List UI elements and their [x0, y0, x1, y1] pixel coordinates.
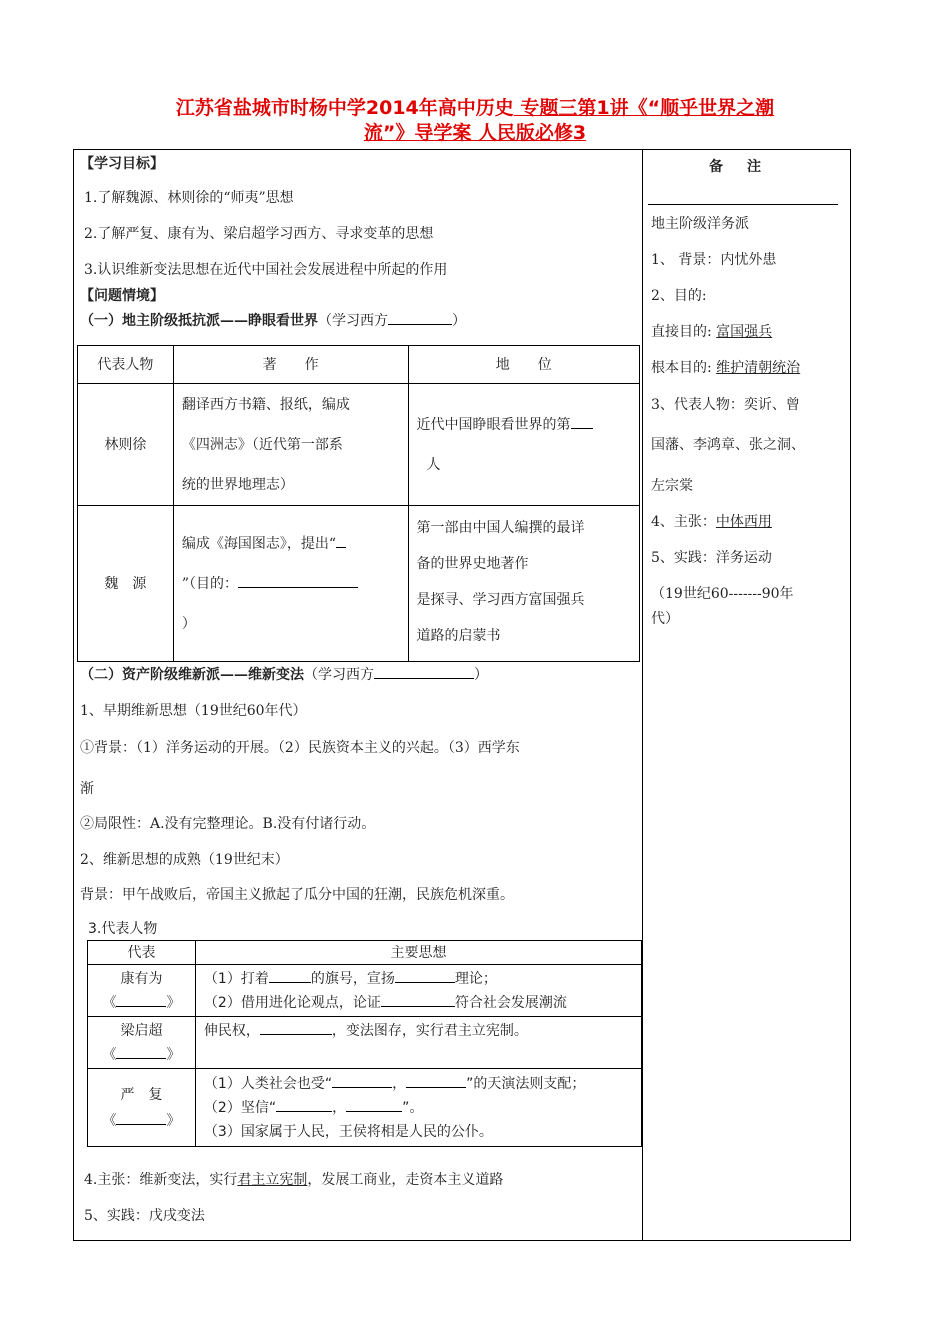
book-close: 》: [166, 994, 181, 1011]
part2-title-text: （二）资产阶级维新派——维新变法: [80, 667, 304, 683]
remarks-heading: 备注: [709, 159, 785, 175]
work-line: 编成《海国图志》，提出“: [181, 535, 336, 552]
table-cell-status: [408, 506, 639, 662]
blank: [336, 547, 346, 548]
book-close: 》: [166, 1046, 181, 1063]
early-background-cont: 渐: [80, 781, 94, 797]
table-cell-work: [173, 506, 408, 662]
reformer-cell: [88, 1069, 196, 1147]
part1-title: [80, 312, 466, 330]
representatives-heading: 3.代表人物: [88, 921, 158, 937]
remark-pre: 根本目的:: [651, 360, 717, 376]
blank: [332, 1087, 392, 1088]
work-line: 翻译西方书籍、报纸，编成: [181, 396, 350, 413]
remark-item: 地主阶级洋务派: [651, 216, 749, 232]
remark-underlined: 维护清朝统治: [716, 360, 801, 376]
reformer-name: 康有为: [120, 970, 163, 987]
title-line1-underlined: 专题三第1讲《“顺乎世界之潮: [513, 97, 775, 119]
remark-pre: 直接目的:: [651, 324, 717, 340]
remark-item: （19世纪60-------90年: [651, 586, 794, 602]
remark-item: 2、目的:: [651, 288, 707, 304]
column-divider: [642, 149, 643, 1241]
idea-text: ，: [332, 1099, 347, 1116]
table-cell-status: [408, 384, 639, 506]
blank: [406, 1087, 466, 1088]
document-title: [90, 96, 860, 146]
reformer-name: 梁启超: [120, 1022, 163, 1039]
table-cell-work: [173, 384, 408, 506]
table-header: 地 位: [408, 346, 639, 384]
remarks-divider: [648, 204, 838, 205]
status-line: 第一部由中国人编撰的最详: [416, 520, 585, 536]
status-line: 备的世界史地著作: [416, 556, 529, 572]
goal-item: 1.了解魏源、林则徐的“师夷”思想: [84, 190, 294, 206]
title-line2: 流”》导学案 人民版必修3: [363, 122, 587, 144]
remark-item: [651, 513, 772, 531]
blank: [238, 587, 358, 588]
blank: [388, 324, 452, 325]
remark-item: 左宗棠: [651, 478, 693, 494]
claim-underlined: 君主立宪制: [237, 1172, 308, 1188]
blank: [374, 678, 474, 679]
early-background: ①背景：（1）洋务运动的开展。（2）民族资本主义的兴起。（3）西学东: [80, 740, 520, 756]
idea-text: （1）人类社会也受“: [203, 1075, 333, 1092]
work-line: 《四洲志》（近代第一部系: [181, 436, 343, 453]
idea-text: ”的天演法则支配；: [466, 1075, 586, 1092]
blank: [260, 1034, 332, 1035]
remark-item: 1、 背景：内忧外患: [651, 252, 777, 268]
table-reformers: [87, 940, 642, 1147]
remark-item: 3、代表人物：奕䜣、曾: [651, 397, 800, 413]
table-header: 著 作: [173, 346, 408, 384]
table-header: 代表: [88, 941, 196, 965]
book-open: 《: [102, 1046, 117, 1063]
table-resistance-school: [77, 345, 640, 662]
early-reform-heading: 1、早期维新思想（19世纪60年代）: [80, 703, 307, 719]
part2-tail-post: ）: [474, 667, 488, 683]
table-header: 主要思想: [195, 941, 641, 965]
reformer-cell: [88, 1017, 196, 1069]
reform-practice: 5、实践：戊戌变法: [84, 1208, 205, 1224]
book-close: 》: [166, 1112, 181, 1129]
remark-item: 国藩、李鸿章、张之洞、: [651, 437, 805, 453]
status-line: 是探寻、学习西方富国强兵: [416, 592, 585, 608]
goal-item: 2.了解严复、康有为、梁启超学习西方、寻求变革的思想: [84, 226, 434, 242]
status-line: 近代中国睁眼看世界的第: [416, 416, 571, 433]
work-line: ”（目的：: [181, 575, 238, 592]
idea-text: ”。: [402, 1099, 424, 1116]
idea-text: （1）打着: [203, 970, 269, 987]
blank: [571, 428, 593, 429]
remark-item: 5、实践：洋务运动: [651, 550, 772, 566]
part2-tail-pre: （学习西方: [304, 667, 374, 683]
remark-item: [651, 323, 772, 341]
ideas-cell: [195, 1069, 641, 1147]
status-line: 道路的启蒙书: [416, 628, 501, 644]
early-limitation: ②局限性：A.没有完整理论。B.没有付诸行动。: [80, 816, 376, 832]
idea-text: （3）国家属于人民，王侯将相是人民的公仆。: [203, 1123, 493, 1140]
blank: [116, 1124, 166, 1125]
situation-heading: 【问题情境】: [80, 288, 164, 304]
part1-tail-post: ）: [452, 313, 466, 329]
remark-underlined: 富国强兵: [716, 324, 773, 340]
ideas-cell: [195, 1017, 641, 1069]
book-open: 《: [102, 1112, 117, 1129]
part1-tail-pre: （学习西方: [318, 313, 388, 329]
idea-text: 理论；: [454, 970, 497, 987]
mature-background: 背景：甲午战败后，帝国主义掀起了瓜分中国的狂潮，民族危机深重。: [80, 887, 514, 903]
blank: [116, 1006, 166, 1007]
idea-text: ，: [392, 1075, 407, 1092]
blank: [276, 1111, 332, 1112]
mature-heading: 2、维新思想的成熟（19世纪末）: [80, 852, 289, 868]
part2-title: [80, 666, 488, 684]
book-open: 《: [102, 994, 117, 1011]
claim-post: ，发展工商业，走资本主义道路: [307, 1172, 504, 1188]
remark-pre: 4、主张：: [651, 514, 716, 530]
blank: [395, 982, 455, 983]
blank: [381, 1006, 455, 1007]
idea-text: （2）借用进化论观点，论证: [203, 994, 381, 1011]
reform-claim: [84, 1171, 503, 1189]
blank: [269, 982, 311, 983]
idea-text: 符合社会发展潮流: [454, 994, 567, 1011]
idea-text: （2）坚信“: [203, 1099, 277, 1116]
reformer-cell: [88, 965, 196, 1017]
part1-title-text: （一）地主阶级抵抗派——睁眼看世界: [80, 313, 318, 329]
table-cell-person: 魏 源: [78, 506, 174, 662]
claim-pre: 4.主张：维新变法，实行: [84, 1172, 238, 1188]
ideas-cell: [195, 965, 641, 1017]
goal-item: 3.认识维新变法思想在近代中国社会发展进程中所起的作用: [84, 262, 448, 278]
goals-heading: 【学习目标】: [80, 156, 164, 172]
table-cell-person: 林则徐: [78, 384, 174, 506]
remark-item: 代）: [651, 611, 679, 627]
status-line: 人: [426, 456, 441, 473]
work-line: ）: [181, 615, 196, 632]
idea-text: 伸民权，: [203, 1023, 260, 1039]
idea-text: ，变法图存，实行君主立宪制。: [331, 1023, 528, 1039]
work-line: 统的世界地理志）: [181, 476, 294, 493]
title-line1-pre: 江苏省盐城市时杨中学2014年高中历史: [175, 97, 514, 119]
remark-underlined: 中体西用: [715, 514, 772, 530]
idea-text: 的旗号，宣扬: [310, 970, 395, 987]
remark-item: [651, 359, 800, 377]
blank: [116, 1058, 166, 1059]
table-header: 代表人物: [78, 346, 174, 384]
reformer-name: 严 复: [120, 1086, 163, 1103]
blank: [346, 1111, 402, 1112]
